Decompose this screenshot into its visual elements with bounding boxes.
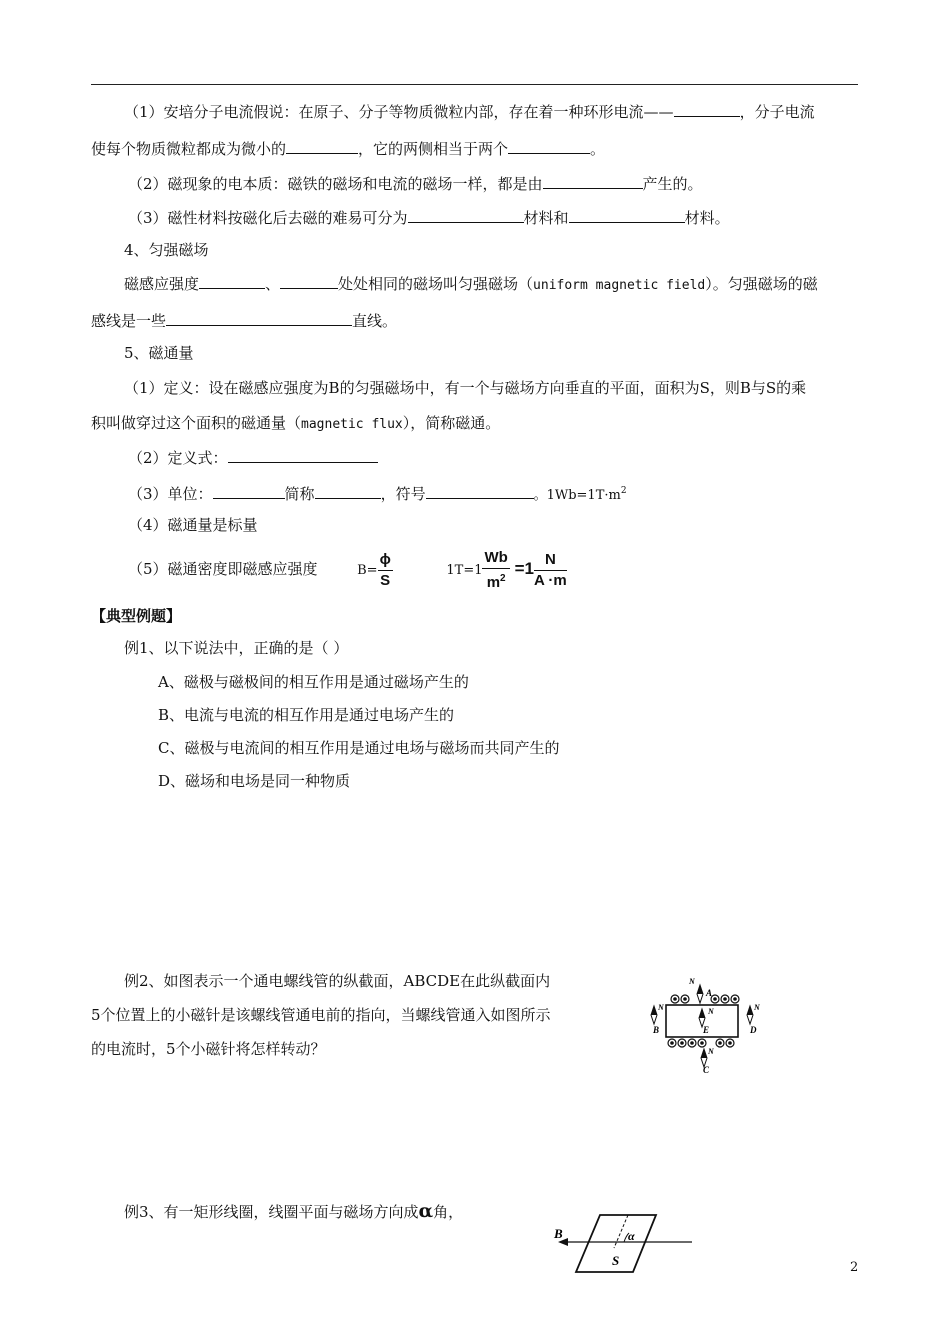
label-c: C	[703, 1065, 710, 1075]
header-rule	[91, 84, 858, 85]
compass-needle-a-icon	[697, 985, 703, 1003]
pole-label: N	[754, 1003, 760, 1012]
section-5-heading: 5、磁通量	[124, 344, 194, 362]
example-2-line-2: 5个位置上的小磁针是该螺线管通电前的指向，当螺线管通入如图所示	[91, 1006, 551, 1024]
answer-blank[interactable]	[228, 446, 378, 463]
essence-line: （2）磁现象的电本质：磁铁的磁场和电流的磁场一样，都是由 产生的。	[128, 172, 703, 195]
option-d[interactable]: D、磁场和电场是同一种物质	[158, 772, 351, 790]
example-3-line: 例3、有一矩形线圈，线圈平面与磁场方向成α角，	[124, 1200, 464, 1222]
answer-blank[interactable]	[426, 482, 534, 499]
flux-definition-2: 积叫做穿过这个面积的磁通量（magnetic flux），简称磁通。	[91, 414, 501, 432]
examples-heading: 【典型例题】	[91, 607, 182, 625]
answer-blank[interactable]	[569, 206, 685, 223]
uniform-field-line-2: 感线是一些 直线。	[91, 309, 397, 332]
label-d: D	[750, 1025, 757, 1035]
flux-definition-1: （1）定义：设在磁感应强度为B的匀强磁场中，有一个与磁场方向垂直的平面，面积为S，则B与S的乘	[124, 379, 807, 397]
phi-over-s-fraction: $\frac{\phi}{S}$	[379, 550, 391, 589]
answer-blank[interactable]	[408, 206, 524, 223]
solenoid-figure	[640, 972, 770, 1078]
dashed-edge	[614, 1215, 628, 1248]
flux-density-line: （5）磁通密度即磁感应强度 B= $\frac{\phi}{S}$ 1T=1 $\frac{Wb}{m^2}$ =1 $\frac{N}{A \cdot m}$	[128, 548, 567, 591]
coil-field-figure	[548, 1212, 698, 1278]
page-number: 2	[850, 1260, 859, 1275]
example-2-line-1: 例2、如图表示一个通电螺线管的纵截面，ABCDE在此纵截面内	[124, 972, 551, 990]
example-2-line-3: 的电流时，5个小磁针将怎样转动？	[91, 1040, 326, 1058]
pole-label: N	[708, 1047, 714, 1056]
section-4-heading: 4、匀强磁场	[124, 241, 209, 259]
n-over-am-fraction: $\frac{N}{A \cdot m}$	[533, 550, 567, 589]
coil-top-row	[671, 995, 739, 1003]
area-label: S	[612, 1253, 620, 1268]
example-1-question: 例1、以下说法中，正确的是（ ）	[124, 639, 349, 657]
wb-over-m2-fraction: $\frac{Wb}{m^2}$	[484, 548, 508, 591]
label-a: A	[706, 988, 713, 998]
angle-label: α	[628, 1229, 635, 1243]
hypothesis-line-2: 使每个物质微粒都成为微小的 ，它的两侧相当于两个 。	[91, 137, 605, 160]
answer-blank[interactable]	[213, 482, 285, 499]
flux-scalar-line: （4）磁通量是标量	[128, 516, 258, 534]
flux-formula-line: （2）定义式：	[128, 446, 378, 469]
option-c[interactable]: C、磁极与电流间的相互作用是通过电场与磁场而共同产生的	[158, 739, 560, 757]
compass-needle-d-icon	[747, 1006, 753, 1024]
pole-label: N	[658, 1003, 664, 1012]
option-b[interactable]: B、电流与电流的相互作用是通过电场产生的	[158, 706, 455, 724]
label-b: B	[653, 1025, 660, 1035]
uniform-field-line-1: 磁感应强度 、 处处相同的磁场叫匀强磁场（uniform magnetic field）。匀强磁场的磁	[124, 272, 818, 297]
answer-blank[interactable]	[508, 137, 590, 154]
answer-blank[interactable]	[674, 100, 740, 117]
hypothesis-line-1: （1）安培分子电流假说：在原子、分子等物质微粒内部，存在着一种环形电流—— ，分子电流	[124, 100, 815, 123]
materials-line: （3）磁性材料按磁化后去磁的难易可分为 材料和 材料。	[128, 206, 730, 229]
field-label: B	[554, 1226, 563, 1241]
coil-bottom-row	[668, 1039, 734, 1047]
answer-blank[interactable]	[315, 482, 381, 499]
answer-blank[interactable]	[286, 137, 358, 154]
compass-needle-b-icon	[651, 1006, 657, 1024]
pole-label: N	[689, 977, 695, 986]
flux-unit-line: （3）单位： 简称 ，符号 。$1Wb=1T\cdot m^2$	[128, 480, 627, 507]
label-e: E	[703, 1025, 710, 1035]
option-a[interactable]: A、磁极与磁极间的相互作用是通过磁场产生的	[158, 673, 469, 691]
pole-label: N	[708, 1007, 714, 1016]
answer-blank[interactable]	[199, 272, 265, 289]
answer-blank[interactable]	[280, 272, 338, 289]
answer-blank[interactable]	[543, 172, 643, 189]
answer-blank[interactable]	[166, 309, 352, 326]
